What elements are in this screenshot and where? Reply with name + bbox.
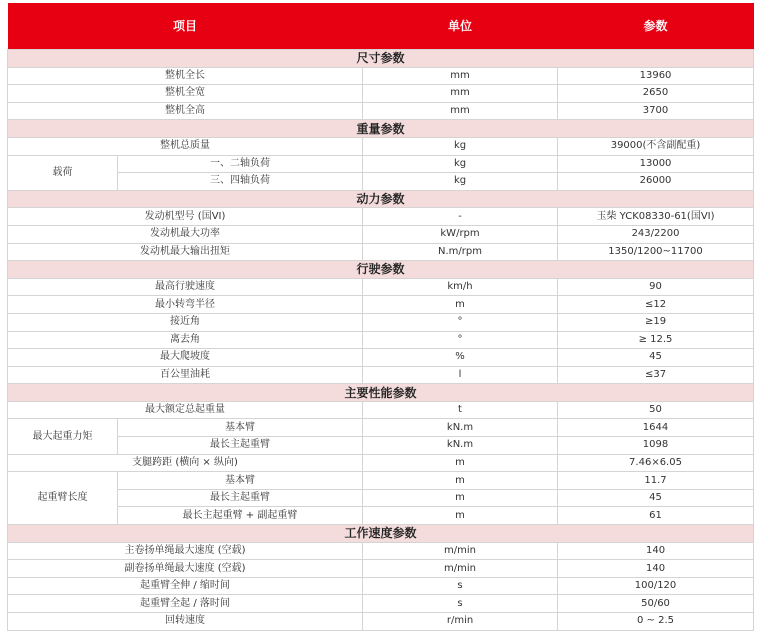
row-label: 最长主起重臂 [118,489,363,507]
row-label: 基本臂 [118,419,363,437]
row-value: 玉柴 YCK08330-61(国VI) [558,208,754,226]
table-row [8,437,754,455]
row-value: 13000 [558,155,754,173]
spec-table-container [7,3,753,631]
row-unit: kg [363,173,558,191]
row-unit: m [363,296,558,314]
row-label: 最小转弯半径 [8,296,363,314]
row-value: 140 [558,560,754,578]
row-unit: m/min [363,542,558,560]
table-row [8,613,754,631]
row-label: 回转速度 [8,613,363,631]
section-row [8,120,754,138]
group-label: 载荷 [8,155,118,190]
table-row [8,507,754,525]
row-label: 副卷扬单绳最大速度 (空载) [8,560,363,578]
row-value: 1644 [558,419,754,437]
section-title: 主要性能参数 [8,384,754,402]
row-label: 一、二轴负荷 [118,155,363,173]
row-label: 基本臂 [118,472,363,490]
row-unit: % [363,349,558,367]
row-label: 最大额定总起重量 [8,401,363,419]
table-row [8,278,754,296]
row-unit: l [363,366,558,384]
row-unit: kN.m [363,419,558,437]
header-value: 参数 [558,3,754,50]
section-row [8,384,754,402]
table-row [8,85,754,103]
row-unit: r/min [363,613,558,631]
row-value: 1350/1200~11700 [558,243,754,261]
section-title: 行驶参数 [8,261,754,279]
section-title: 工作速度参数 [8,525,754,543]
header-row [8,3,754,50]
table-row [8,173,754,191]
row-value: 61 [558,507,754,525]
row-label: 发动机型号 (国VI) [8,208,363,226]
row-label: 主卷扬单绳最大速度 (空载) [8,542,363,560]
row-value: 45 [558,349,754,367]
row-value: ≤12 [558,296,754,314]
row-label: 最高行驶速度 [8,278,363,296]
row-value: 2650 [558,85,754,103]
table-row [8,366,754,384]
row-value: ≥ 12.5 [558,331,754,349]
row-unit: mm [363,102,558,120]
row-label: 最大爬坡度 [8,349,363,367]
section-row [8,50,754,68]
table-row [8,137,754,155]
row-value: 50 [558,401,754,419]
section-title: 重量参数 [8,120,754,138]
row-label: 整机总质量 [8,137,363,155]
table-row [8,243,754,261]
row-value: 243/2200 [558,225,754,243]
group-label: 起重臂长度 [8,472,118,525]
table-row [8,472,754,490]
row-value: ≥19 [558,313,754,331]
row-label: 起重臂全伸 / 缩时间 [8,577,363,595]
row-label: 支腿跨距 (横向 × 纵向) [8,454,363,472]
row-value: 100/120 [558,577,754,595]
row-unit: kg [363,155,558,173]
table-row [8,401,754,419]
row-label: 三、四轴负荷 [118,173,363,191]
row-unit: m [363,507,558,525]
row-unit: s [363,595,558,613]
row-value: 13960 [558,67,754,85]
section-row [8,525,754,543]
row-label: 起重臂全起 / 落时间 [8,595,363,613]
row-label: 接近角 [8,313,363,331]
row-value: 45 [558,489,754,507]
row-value: 1098 [558,437,754,455]
row-value: 140 [558,542,754,560]
row-label: 离去角 [8,331,363,349]
table-row [8,225,754,243]
row-unit: km/h [363,278,558,296]
row-value: 50/60 [558,595,754,613]
table-row [8,313,754,331]
row-label: 百公里油耗 [8,366,363,384]
section-title: 动力参数 [8,190,754,208]
row-unit: m [363,454,558,472]
row-value: 7.46×6.05 [558,454,754,472]
row-value: 39000(不含副配重) [558,137,754,155]
table-row [8,577,754,595]
table-row [8,419,754,437]
spec-table [7,3,754,631]
row-value: 0 ~ 2.5 [558,613,754,631]
row-label: 整机全宽 [8,85,363,103]
row-label: 整机全长 [8,67,363,85]
table-row [8,560,754,578]
row-unit: kN.m [363,437,558,455]
section-row [8,261,754,279]
row-unit: kW/rpm [363,225,558,243]
header-item: 项目 [8,3,363,50]
row-unit: t [363,401,558,419]
row-label: 发动机最大输出扭矩 [8,243,363,261]
table-row [8,595,754,613]
table-row [8,155,754,173]
row-label: 最长主起重臂 [118,437,363,455]
table-row [8,542,754,560]
row-unit: - [363,208,558,226]
row-unit: mm [363,85,558,103]
row-unit: m/min [363,560,558,578]
row-label: 最长主起重臂 + 副起重臂 [118,507,363,525]
section-title: 尺寸参数 [8,50,754,68]
row-label: 整机全高 [8,102,363,120]
table-row [8,349,754,367]
row-unit: m [363,489,558,507]
row-label: 发动机最大功率 [8,225,363,243]
table-row [8,208,754,226]
row-unit: mm [363,67,558,85]
row-unit: m [363,472,558,490]
table-row [8,67,754,85]
table-row [8,102,754,120]
row-value: 26000 [558,173,754,191]
table-row [8,454,754,472]
row-value: 90 [558,278,754,296]
row-unit: N.m/rpm [363,243,558,261]
row-value: ≤37 [558,366,754,384]
row-unit: s [363,577,558,595]
row-unit: ° [363,331,558,349]
row-value: 3700 [558,102,754,120]
row-unit: kg [363,137,558,155]
row-unit: ° [363,313,558,331]
header-unit: 单位 [363,3,558,50]
row-value: 11.7 [558,472,754,490]
group-label: 最大起重力矩 [8,419,118,454]
table-row [8,331,754,349]
table-row [8,296,754,314]
section-row [8,190,754,208]
table-row [8,489,754,507]
